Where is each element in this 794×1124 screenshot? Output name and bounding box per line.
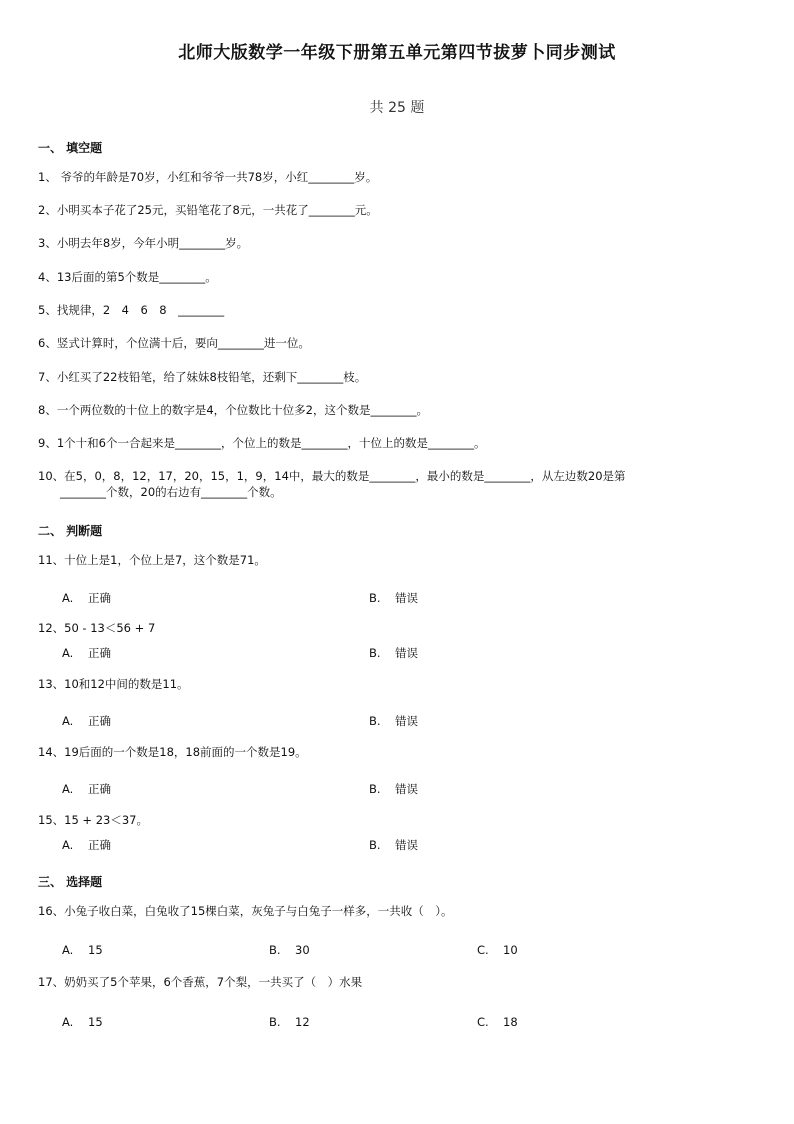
option-text: 错误	[395, 591, 418, 605]
option-label: B.	[369, 646, 381, 660]
option-label: A.	[62, 782, 74, 796]
option-a[interactable]	[62, 837, 111, 853]
option-text: 18	[503, 1015, 518, 1029]
option-text: 10	[503, 943, 518, 957]
option-text: 正确	[88, 591, 111, 605]
option-label: A.	[62, 646, 74, 660]
option-b[interactable]	[269, 1015, 310, 1029]
option-a[interactable]	[62, 781, 111, 797]
question-14: 14、19后面的一个数是18，18前面的一个数是19。	[38, 745, 307, 759]
option-a[interactable]	[62, 590, 111, 606]
option-label: A.	[62, 943, 74, 957]
option-b[interactable]	[269, 943, 310, 957]
option-label: B.	[369, 838, 381, 852]
question-3: 3、小明去年8岁，今年小明________岁。	[38, 236, 249, 250]
option-b[interactable]	[369, 837, 418, 853]
option-text: 12	[295, 1015, 310, 1029]
option-text: 正确	[88, 714, 111, 728]
section-heading-true-false: 二、 判断题	[38, 524, 103, 538]
section-heading-fill-blank: 一、 填空题	[38, 141, 103, 155]
option-b[interactable]	[369, 590, 418, 606]
question-10: 10、在5，0，8，12，17，20，15，1，9，14中，最大的数是________，最小的数是________，从左边数20是第	[38, 469, 626, 483]
option-a[interactable]	[62, 713, 111, 729]
option-a[interactable]	[62, 1015, 103, 1029]
option-label: A.	[62, 1015, 74, 1029]
option-label: C.	[477, 943, 489, 957]
option-text: 15	[88, 1015, 103, 1029]
question-4: 4、13后面的第5个数是________。	[38, 270, 217, 284]
option-label: B.	[369, 782, 381, 796]
question-12: 12、50 - 13＜56 + 7	[38, 621, 156, 635]
option-text: 错误	[395, 782, 418, 796]
question-6: 6、竖式计算时，个位满十后，要向________进一位。	[38, 336, 310, 350]
option-text: 正确	[88, 838, 111, 852]
question-17: 17、奶奶买了5个苹果，6个香蕉，7个梨，一共买了（ ）水果	[38, 975, 363, 989]
option-b[interactable]	[369, 781, 418, 797]
option-label: A.	[62, 714, 74, 728]
option-text: 30	[295, 943, 310, 957]
question-13: 13、10和12中间的数是11。	[38, 677, 189, 691]
question-1: 1、 爷爷的年龄是70岁，小红和爷爷一共78岁，小红________岁。	[38, 170, 378, 184]
question-2: 2、小明买本子花了25元，买铅笔花了8元，一共花了________元。	[38, 203, 378, 217]
question-11: 11、十位上是1，个位上是7，这个数是71。	[38, 553, 266, 567]
option-text: 正确	[88, 782, 111, 796]
option-text: 错误	[395, 714, 418, 728]
question-15: 15、15 + 23＜37。	[38, 813, 148, 827]
question-count: 共 25 题	[369, 100, 425, 116]
question-8: 8、一个两位数的十位上的数字是4，个位数比十位多2，这个数是________。	[38, 403, 428, 417]
question-5: 5、找规律，2 4 6 8 ________	[38, 303, 225, 317]
option-a[interactable]	[62, 645, 111, 661]
option-text: 正确	[88, 646, 111, 660]
option-label: B.	[269, 1015, 281, 1029]
option-b[interactable]	[369, 713, 418, 729]
question-16: 16、小兔子收白菜，白兔收了15棵白菜，灰兔子与白兔子一样多，一共收（ ）。	[38, 904, 453, 918]
option-label: B.	[369, 591, 381, 605]
option-a[interactable]	[62, 943, 103, 957]
question-7: 7、小红买了22枝铅笔，给了妹妹8枝铅笔，还剩下________枝。	[38, 370, 367, 384]
question-10-continued: ________个数，20的右边有________个数。	[60, 485, 282, 499]
section-heading-multiple-choice: 三、 选择题	[38, 875, 103, 889]
option-label: B.	[269, 943, 281, 957]
option-text: 错误	[395, 838, 418, 852]
option-label: C.	[477, 1015, 489, 1029]
option-text: 错误	[395, 646, 418, 660]
option-text: 15	[88, 943, 103, 957]
option-label: A.	[62, 838, 74, 852]
page-title: 北师大版数学一年级下册第五单元第四节拔萝卜同步测试	[178, 43, 616, 63]
option-label: B.	[369, 714, 381, 728]
option-c[interactable]	[477, 1015, 518, 1029]
question-9: 9、1个十和6个一合起来是________，个位上的数是________，十位上的数是________。	[38, 436, 486, 450]
option-label: A.	[62, 591, 74, 605]
option-b[interactable]	[369, 645, 418, 661]
option-c[interactable]	[477, 943, 518, 957]
